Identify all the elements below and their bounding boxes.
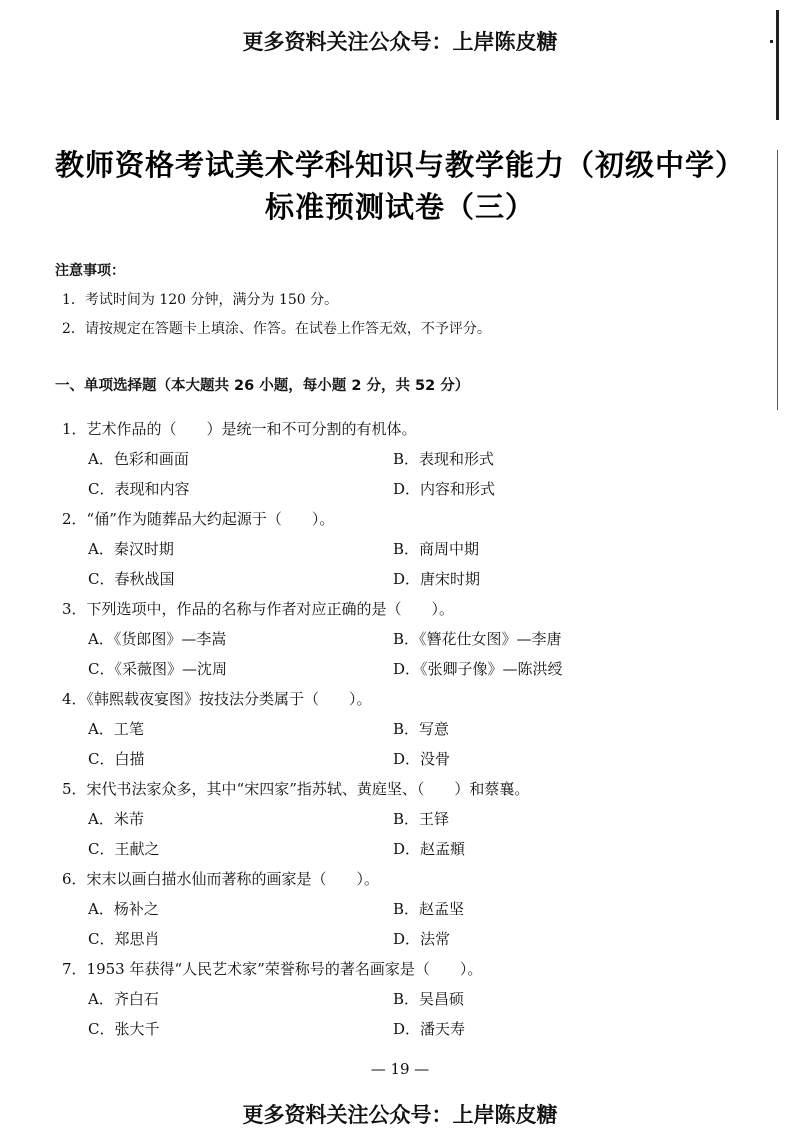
option: D．法常 [393,930,451,948]
option: A．杨补之 [88,900,159,918]
option: D．《张卿子像》—陈洪绶 [393,660,563,678]
option: B．《簪花仕女图》—李唐 [393,630,562,648]
question-stem: 2．“俑”作为随葬品大约起源于（ ）。 [62,510,335,528]
option: B．商周中期 [393,540,480,558]
page-title-line-1: 教师资格考试美术学科知识与教学能力（初级中学） [54,148,745,182]
option: D．内容和形式 [393,480,496,498]
option: B．写意 [393,720,450,738]
question-stem: 4．《韩熙载夜宴图》按技法分类属于（ ）。 [62,690,372,708]
option: D．唐宋时期 [393,570,481,588]
footer-banner: 更多资料关注公众号：上岸陈皮糖 [242,1103,558,1127]
option: C．《采薇图》—沈周 [88,660,227,678]
page-number: — 19 — [370,1060,430,1078]
question-stem: 3．下列选项中，作品的名称与作者对应正确的是（ ）。 [62,600,455,618]
option: A．工笔 [88,720,144,738]
option: B．王铎 [393,810,450,828]
section-heading: 一、单项选择题（本大题共 26 小题，每小题 2 分，共 52 分） [55,378,470,394]
option: A．《货郎图》—李嵩 [88,630,227,648]
option: A．色彩和画面 [88,450,189,468]
question-stem: 1．艺术作品的（ ）是统一和不可分割的有机体。 [62,420,417,438]
option: B．赵孟坚 [393,900,465,918]
notes-heading: 注意事项： [55,263,125,279]
option: C．白描 [88,750,145,768]
note-item: 2．请按规定在答题卡上填涂、作答。在试卷上作答无效，不予评分。 [62,321,491,337]
option: C．春秋战国 [88,570,175,588]
option: D．赵孟頫 [393,840,466,858]
option: A．米芾 [88,810,144,828]
page-title-line-2: 标准预测试卷（三） [264,190,535,224]
option: A．秦汉时期 [88,540,174,558]
option: C．郑思肖 [88,930,160,948]
question-stem: 7．1953 年获得“人民艺术家”荣誉称号的著名画家是（ ）。 [62,960,483,978]
question-stem: 5．宋代书法家众多，其中“宋四家”指苏轼、黄庭坚、（ ）和蔡襄。 [62,780,530,798]
option: C．张大千 [88,1020,160,1038]
header-banner: 更多资料关注公众号：上岸陈皮糖 [242,30,558,54]
question-stem: 6．宋末以画白描水仙而著称的画家是（ ）。 [62,870,380,888]
option: D．没骨 [393,750,451,768]
option: B．吴昌硕 [393,990,465,1008]
option: A．齐白石 [88,990,159,1008]
option: C．表现和内容 [88,480,190,498]
option: C．王献之 [88,840,160,858]
note-item: 1．考试时间为 120 分钟，满分为 150 分。 [62,292,339,308]
option: B．表现和形式 [393,450,495,468]
option: D．潘天寿 [393,1020,466,1038]
